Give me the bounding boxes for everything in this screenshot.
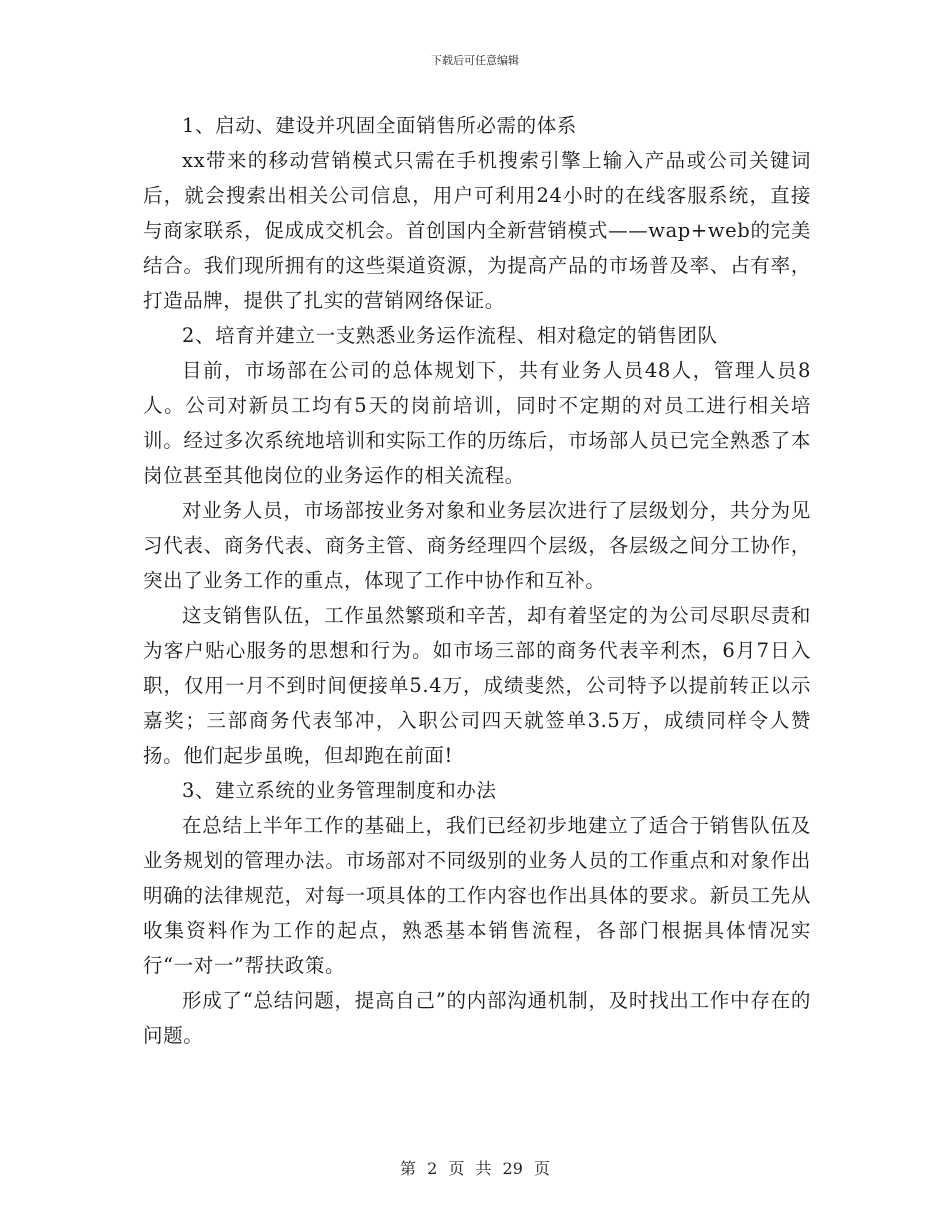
page-header: 下载后可任意编辑 (431, 54, 519, 67)
paragraph-staff-levels: 对业务人员，市场部按业务对象和业务层次进行了层级划分，共分为见习代表、商务代表、商务主管、商务经理四个层级，各层级之间分工协作，突出了业务工作的重点，体现了工作中协作和互补。 (143, 499, 811, 592)
paragraph-communication: 形成了“总结问题，提高自己”的内部沟通机制，及时找出工作中存在的问题。 (143, 989, 811, 1047)
document-body (143, 108, 811, 1053)
page-footer: 第 2 页 共 29 页 (400, 1159, 550, 1178)
paragraph-marketing-model: xx带来的移动营销模式只需在手机搜索引擎上输入产品或公司关键词后，就会搜索出相关公司信息，用户可利用24小时的在线客服系统，直接与商家联系，促成成交机会。首创国内全新营销模式——wap+web的完美结合。我们现所拥有的这些渠道资源，为提高产品的市场普及率、占有率，打造品牌，提供了扎实的营销网络保证。 (143, 149, 811, 312)
paragraph-management-rules: 在总结上半年工作的基础上，我们已经初步地建立了适合于销售队伍及业务规划的管理办法。市场部对不同级别的业务人员的工作重点和对象作出明确的法律规范，对每一项具体的工作内容也作出具体的要求。新员工先从收集资料作为工作的起点，熟悉基本销售流程，各部门根据具体情况实行“一对一”帮扶政策。 (143, 814, 811, 977)
paragraph-sales-team: 这支销售队伍，工作虽然繁琐和辛苦，却有着坚定的为公司尽职尽责和为客户贴心服务的思想和行为。如市场三部的商务代表辛利杰，6月7日入职，仅用一月不到时间便接单5.4万，成绩斐然，公司特予以提前转正以示嘉奖；三部商务代表邹冲，入职公司四天就签单3.5万，成绩同样令人赞扬。他们起步虽晚，但却跑在前面! (143, 604, 811, 767)
paragraph-staff-training: 目前，市场部在公司的总体规划下，共有业务人员48人，管理人员8人。公司对新员工均有5天的岗前培训，同时不定期的对员工进行相关培训。经过多次系统地培训和实际工作的历练后，市场部人员已完全熟悉了本岗位甚至其他岗位的业务运作的相关流程。 (143, 359, 811, 487)
section-heading-2: 2、培育并建立一支熟悉业务运作流程、相对稳定的销售团队 (182, 324, 718, 347)
section-heading-3: 3、建立系统的业务管理制度和办法 (182, 779, 497, 802)
section-heading-1: 1、启动、建设并巩固全面销售所必需的体系 (182, 114, 577, 137)
